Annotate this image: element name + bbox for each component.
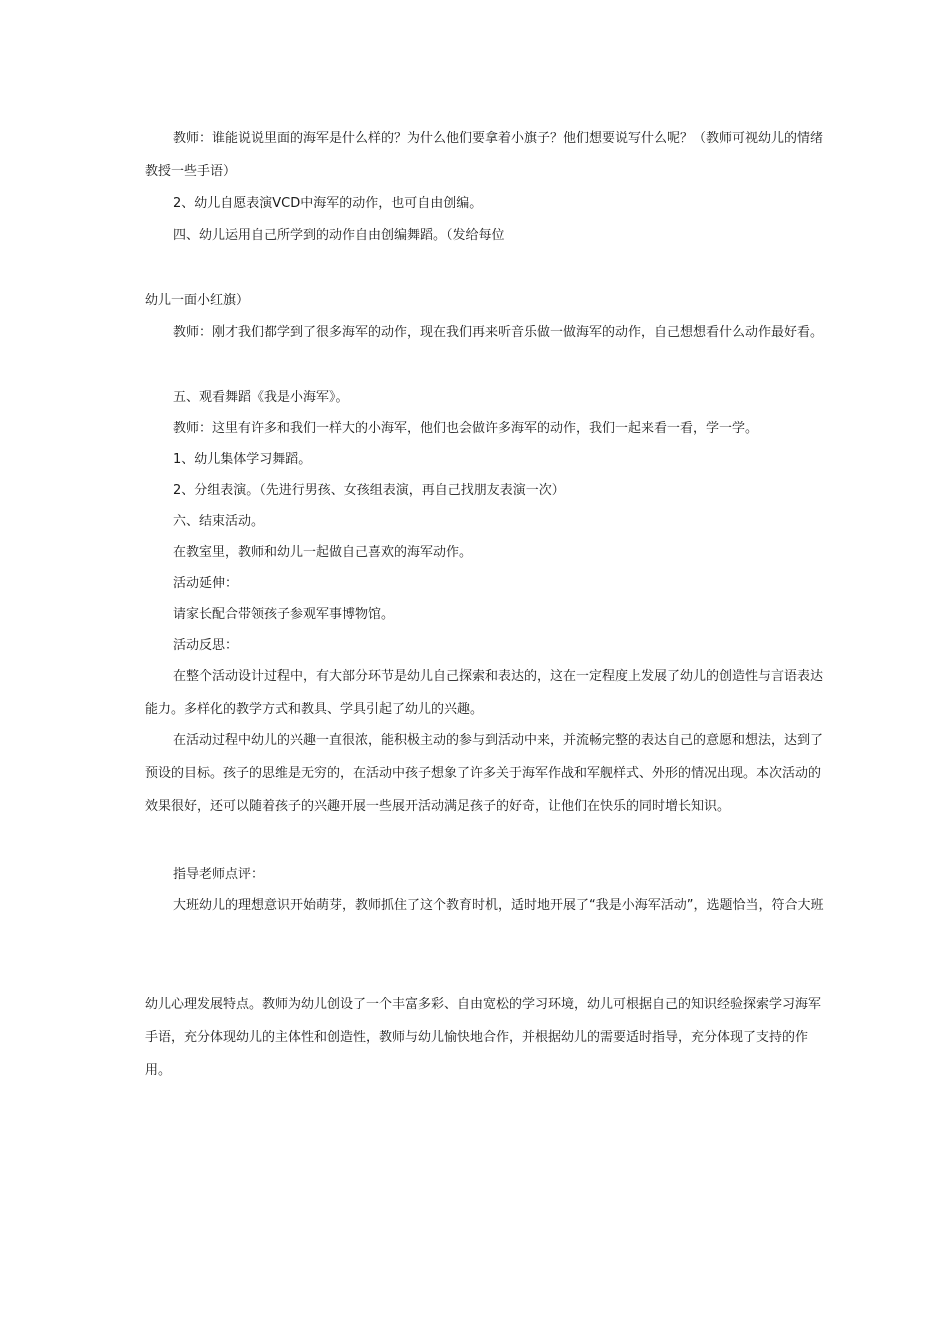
paragraph-section-six: 六、结束活动。 [173, 514, 265, 529]
paragraph-reflection-design: 在整个活动设计过程中，有大部分环节是幼儿自己探索和表达的，这在一定程度上发展了幼儿的创造性与言语表达能力。多样化的教学方式和教具、学具引起了幼儿的兴趣。 [145, 669, 824, 717]
paragraph-museum: 请家长配合带领孩子参观军事博物馆。 [173, 607, 395, 622]
heading-activity-reflection: 活动反思： [173, 638, 239, 653]
paragraph-step-2-groups: 2、分组表演。（先进行男孩、女孩组表演，再自己找朋友表演一次） [173, 483, 565, 498]
paragraph-red-flag: 幼儿一面小红旗） [145, 293, 250, 308]
paragraph-reflection-interest: 在活动过程中幼儿的兴趣一直很浓，能积极主动的参与到活动中来，并流畅完整的表达自己的意愿和想法，达到了预设的目标。孩子的思维是无穷的，在活动中孩子想象了许多关于海军作战和军舰样式、外形的情况出现。本次活动的效果很好，还可以随着孩子的兴趣开展一些展开活动满足孩子的好奇，让他们在快乐的同时增长知识。 [145, 733, 824, 814]
paragraph-section-five: 五、观看舞蹈《我是小海军》。 [173, 390, 349, 405]
paragraph-teacher-question: 教师：谁能说说里面的海军是什么样的？为什么他们要拿着小旗子？他们想要说写什么呢？（教师可视幼儿的情绪教授一些手语） [145, 131, 824, 179]
paragraph-section-four: 四、幼儿运用自己所学到的动作自由创编舞蹈。（发给每位 [173, 228, 505, 243]
heading-activity-extension: 活动延伸： [173, 576, 239, 591]
paragraph-classroom: 在教室里，教师和幼儿一起做自己喜欢的海军动作。 [173, 545, 473, 560]
paragraph-teacher-music: 教师：刚才我们都学到了很多海军的动作，现在我们再来听音乐做一做海军的动作，自己想想看什么动作最好看。 [173, 325, 824, 340]
paragraph-review-development: 幼儿心理发展特点。教师为幼儿创设了一个丰富多彩、自由宽松的学习环境，幼儿可根据自己的知识经验探索学习海军手语，充分体现幼儿的主体性和创造性，教师与幼儿愉快地合作，并根据幼儿的需要适时指导，充分体现了支持的作用。 [145, 997, 822, 1078]
paragraph-review-intro: 大班幼儿的理想意识开始萌芽，教师抓住了这个教育时机，适时地开展了“我是小海军活动”，选题恰当，符合大班 [173, 898, 824, 913]
paragraph-teacher-watch: 教师：这里有许多和我们一样大的小海军，他们也会做许多海军的动作，我们一起来看一看，学一学。 [173, 421, 759, 436]
paragraph-step-1-dance: 1、幼儿集体学习舞蹈。 [173, 452, 312, 467]
paragraph-step-2-vcd: 2、幼儿自愿表演VCD中海军的动作，也可自由创编。 [173, 196, 483, 211]
heading-teacher-review: 指导老师点评： [173, 867, 265, 882]
